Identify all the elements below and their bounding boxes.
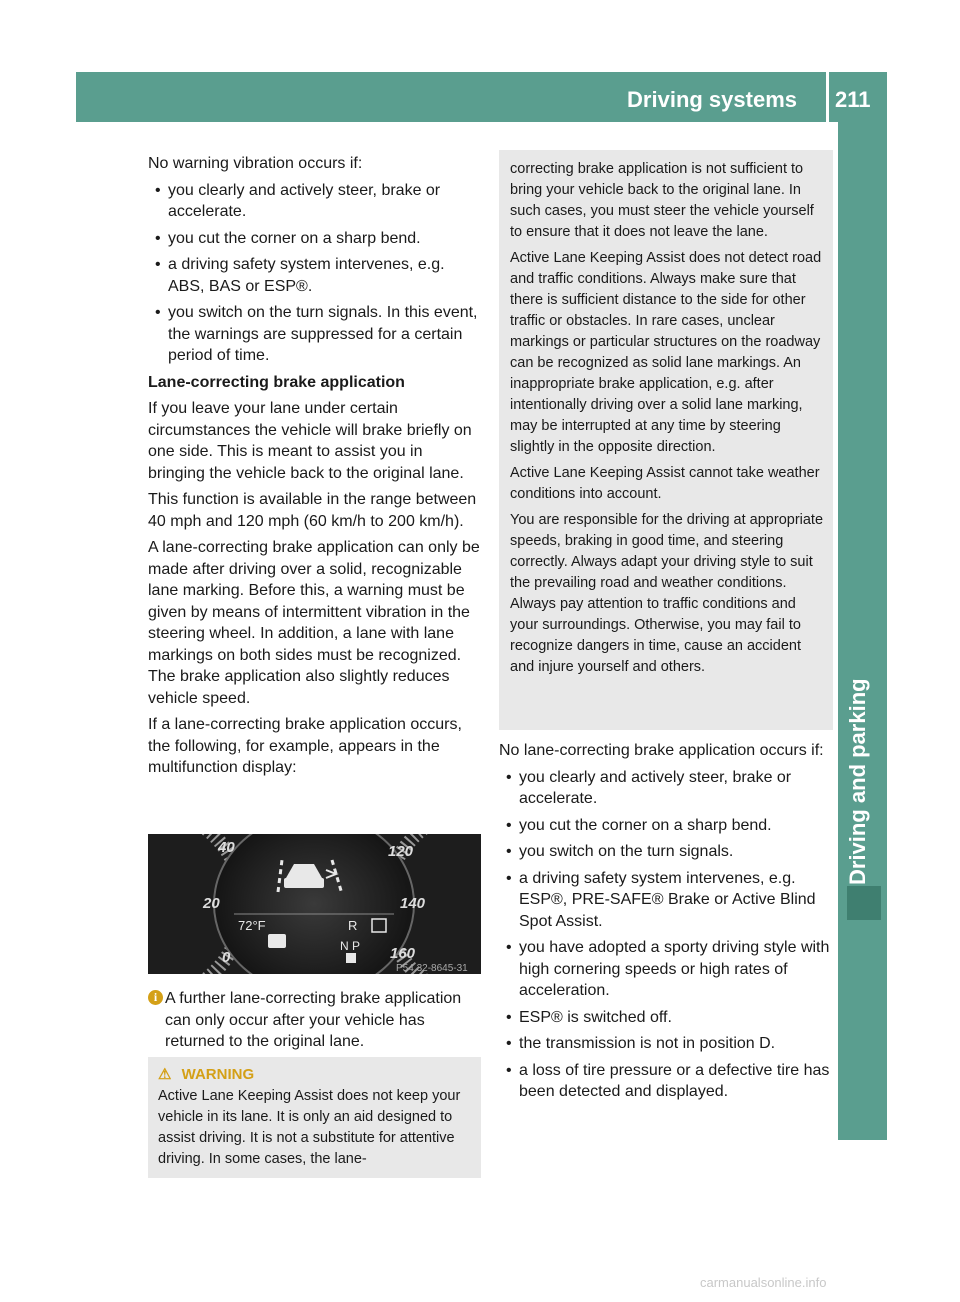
left-column [148, 153, 482, 784]
list-item: • you cut the corner on a sharp bend. [499, 815, 833, 837]
intro-text: No lane-correcting brake application occurs if: [499, 742, 824, 759]
speed-label: 20 [203, 895, 220, 912]
header-divider [826, 72, 829, 122]
paragraph: This function is available in the range between 40 mph and 120 mph (60 km/h to 200 km/h). [148, 491, 477, 530]
warning-text: Active Lane Keeping Assist does not keep your vehicle in its lane. It is only an aid designed to assist driving. It is not a substitute for attentive driving. In some cases, the lane- [158, 1088, 461, 1167]
gear-selector: N P [340, 939, 361, 953]
lane-icon [268, 934, 286, 948]
paragraph: Active Lane Keeping Assist cannot take weather conditions into account. [510, 465, 820, 502]
speed-label: 0 [222, 949, 231, 966]
list-item: • you clearly and actively steer, brake or accelerate. [148, 180, 482, 223]
paragraph: Active Lane Keeping Assist does not detect road and traffic conditions. Always make sure that there is sufficient distance to the side for other traffic or obstacles. In rare cases, unclear markings or particular structures on the roadway can be recognized as solid lane markings. An inappropriate brake application, e.g. after intentionally driving over a solid lane marking, may be interrupted at any time by steering slightly in the opposite direction. [510, 250, 822, 455]
side-tab [838, 122, 887, 1140]
gear-indicator: R [348, 918, 358, 933]
warning-heading [158, 1064, 254, 1085]
side-tab-label: Driving and parking [845, 678, 870, 885]
speed-label: 40 [218, 839, 235, 856]
list-item: • you switch on the turn signals. In this event, the warnings are suppressed for a certain period of time. [148, 302, 482, 367]
watermark: carmanualsonline.info [700, 1275, 827, 1290]
multifunction-display-image [148, 834, 481, 974]
subheading: Lane-correcting brake application [148, 373, 405, 391]
side-tab-marker [847, 886, 881, 920]
intro-text: No warning vibration occurs if: [148, 155, 363, 172]
page-number: 211 [835, 87, 871, 112]
speed-label: 160 [390, 945, 416, 962]
right-column [499, 740, 833, 1108]
speed-label: 140 [400, 895, 426, 912]
section-title: Driving systems [627, 87, 797, 112]
paragraph: A lane-correcting brake application can only be made after driving over a solid, recognizable lane marking. Before this, a warning must be given by means of intermittent vibration in the steering wheel. In addition, a lane with lane markings on both sides must be recognized. The brake application also slightly reduces vehicle speed. [148, 539, 480, 707]
paragraph: If you leave your lane under certain circumstances the vehicle will brake briefly on one side. This is meant to assist you in bringing the vehicle back to the original lane. [148, 400, 472, 482]
list-item: • a loss of tire pressure or a defective tire has been detected and displayed. [499, 1060, 833, 1103]
list-item: • the transmission is not in position D. [499, 1033, 833, 1055]
list-item: • you switch on the turn signals. [499, 841, 833, 863]
info-icon: i [148, 990, 163, 1005]
warning-continuation-box [499, 150, 833, 730]
temperature-readout: 72°F [238, 918, 266, 933]
list-item: • ESP® is switched off. [499, 1007, 833, 1029]
side-tab-label-wrap [845, 495, 881, 885]
speed-label: 120 [388, 843, 414, 860]
info-note-text: A further lane-correcting brake application can only occur after your vehicle has returned to the original lane. [165, 990, 462, 1050]
warning-heading-label: WARNING [181, 1066, 255, 1083]
image-reference: P54.32-8645-31 [396, 963, 468, 974]
list-item: • a driving safety system intervenes, e.g. ABS, BAS or ESP®. [148, 254, 482, 297]
page-header [76, 72, 887, 122]
paragraph: If a lane-correcting brake application occurs, the following, for example, appears in the multifunction display: [148, 716, 462, 776]
list-item: • you have adopted a sporty driving style with high cornering speeds or high rates of acceleration. [499, 937, 833, 1002]
instrument-cluster-illustration [148, 834, 481, 974]
paragraph: You are responsible for the driving at appropriate speeds, braking in good time, and steering correctly. Always adapt your driving style to suit the prevailing road and weather conditions. Always pay attention to traffic conditions and your surroundings. Otherwise, you may fail to recognize dangers in time, cause an accident and injure yourself and others. [510, 512, 824, 675]
info-note [148, 988, 482, 1053]
warning-triangle-icon: ⚠ [158, 1066, 172, 1083]
warning-box [148, 1057, 481, 1178]
list-item: • a driving safety system intervenes, e.g. ESP®, PRE-SAFE® Brake or Active Blind Spot Assist. [499, 868, 833, 933]
paragraph: correcting brake application is not sufficient to bring your vehicle back to the original lane. In such cases, you must steer the vehicle yourself to ensure that it does not leave the lane. [510, 161, 814, 240]
list-item: • you clearly and actively steer, brake or accelerate. [499, 767, 833, 810]
d-gear-icon [346, 953, 356, 963]
list-item: • you cut the corner on a sharp bend. [148, 228, 482, 250]
